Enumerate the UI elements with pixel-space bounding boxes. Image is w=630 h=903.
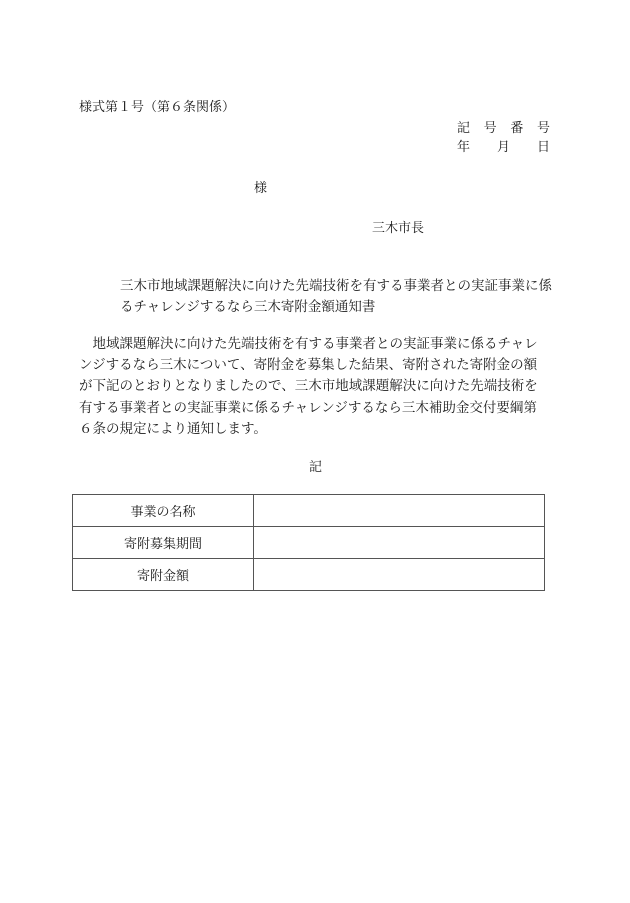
- ki-heading: 記: [309, 460, 323, 475]
- details-table: [72, 494, 545, 591]
- doc-number-char: 番: [510, 121, 524, 136]
- document-number-line: [457, 117, 550, 136]
- body-paragraph: 地域課題解決に向けた先端技術を有する事業者との実証事業に係るチャレンジするなら三木について、寄附金を募集した結果、寄附された寄附金の額が下記のとおりとなりましたので、三木市地域課題解決に向けた先端技術を有する事業者との実証事業に係るチャレンジするなら三木補助金交付要綱第６条の規定により通知します。: [79, 336, 538, 437]
- row-label: 事業の名称: [73, 495, 254, 527]
- issuer: 三木市長: [372, 221, 425, 236]
- doc-number-char: 号: [536, 121, 550, 136]
- row-value: [254, 495, 545, 527]
- table-row: [73, 559, 545, 591]
- doc-number-char: 号: [483, 121, 497, 136]
- row-value: [254, 559, 545, 591]
- form-number: 様式第１号（第６条関係）: [79, 100, 236, 115]
- addressee: 様: [254, 181, 268, 196]
- row-value: [254, 527, 545, 559]
- date-month-label: 月: [496, 140, 510, 155]
- row-label: 寄附金額: [73, 559, 254, 591]
- row-label: 寄附募集期間: [73, 527, 254, 559]
- table-row: [73, 495, 545, 527]
- date-day-label: 日: [536, 140, 550, 155]
- doc-number-char: 記: [457, 121, 471, 136]
- date-line: [457, 136, 550, 155]
- document-title: 三木市地域課題解決に向けた先端技術を有する事業者との実証事業に係るチャレンジするなら三木寄附金額通知書: [120, 278, 552, 315]
- date-year-label: 年: [457, 140, 471, 155]
- table-row: [73, 527, 545, 559]
